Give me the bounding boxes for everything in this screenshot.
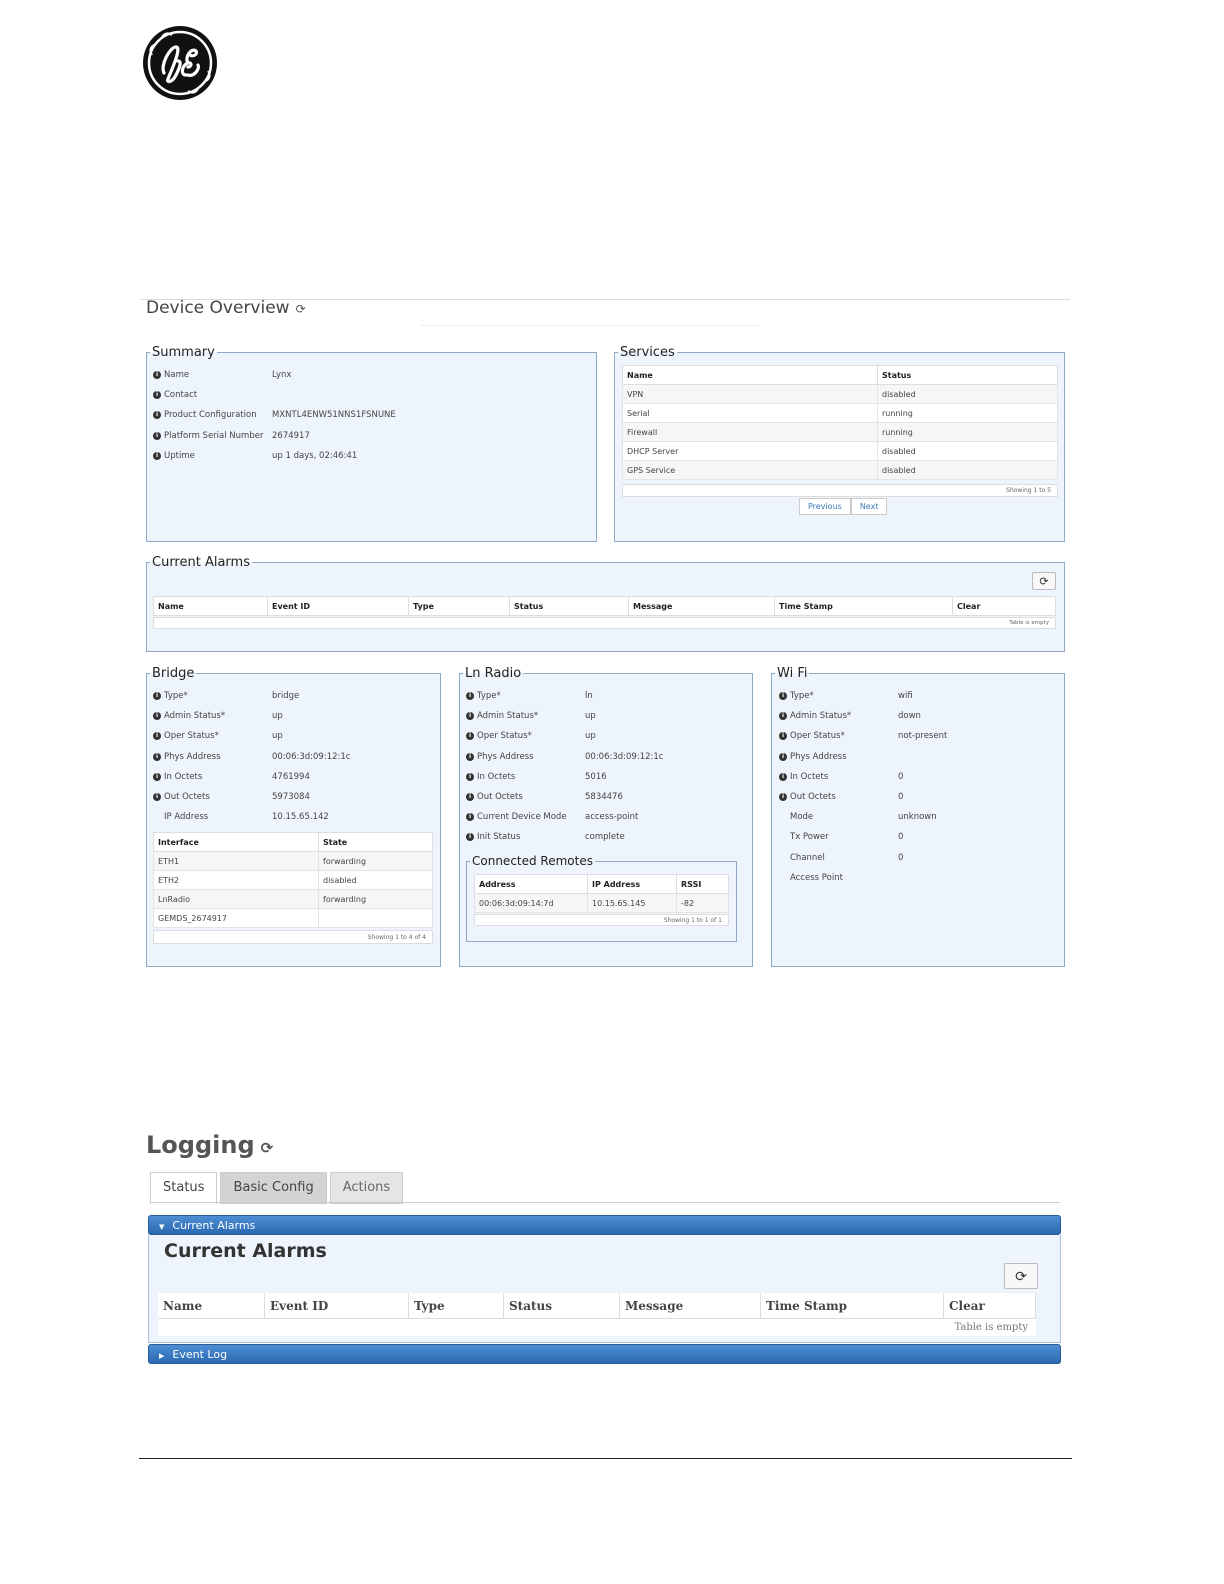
info-value: ln xyxy=(585,691,593,701)
info-row xyxy=(153,450,358,462)
info-label: Product Configuration xyxy=(164,410,257,421)
info-row xyxy=(153,691,300,702)
info-row xyxy=(466,731,596,742)
table-cell: running xyxy=(878,423,1058,442)
info-label: Name xyxy=(164,370,190,380)
column-header[interactable]: Status xyxy=(510,597,629,616)
tab-basic-config[interactable]: Basic Config xyxy=(220,1172,326,1204)
info-label: Init Status xyxy=(477,832,521,843)
overview-alarms-legend: Current Alarms xyxy=(152,555,250,570)
info-row xyxy=(779,873,843,884)
column-header[interactable]: Name xyxy=(154,597,268,616)
info-icon[interactable]: i xyxy=(153,793,161,801)
info-value: complete xyxy=(585,832,625,843)
logging-alarms-empty: Table is empty xyxy=(158,1318,1036,1336)
column-header[interactable]: Type xyxy=(409,1293,504,1319)
info-row xyxy=(466,832,625,843)
info-value: 0 xyxy=(898,771,904,782)
info-value: up xyxy=(585,731,596,742)
services-legend: Services xyxy=(620,345,675,360)
info-row xyxy=(153,812,329,823)
bridge-legend: Bridge xyxy=(152,666,195,681)
info-icon[interactable]: i xyxy=(466,833,474,841)
info-row xyxy=(779,771,904,783)
table-cell: GPS Service xyxy=(623,461,878,480)
info-label: Mode xyxy=(790,812,814,823)
info-label: Platform Serial Number xyxy=(164,430,264,441)
logging-tabs xyxy=(150,1172,406,1204)
info-icon[interactable]: i xyxy=(466,712,474,720)
tab-actions[interactable]: Actions xyxy=(330,1172,404,1204)
bridge-col-state[interactable]: State xyxy=(319,833,433,852)
column-header[interactable]: Message xyxy=(629,597,775,616)
info-label: In Octets xyxy=(790,771,829,782)
info-label: Phys Address xyxy=(477,751,534,762)
info-label: Oper Status* xyxy=(164,731,219,742)
info-icon[interactable]: i xyxy=(153,773,161,781)
info-value: 0 xyxy=(898,832,904,843)
logging-alarms-table xyxy=(158,1293,1036,1319)
caret-right-icon: ▶ xyxy=(159,1352,165,1360)
table-cell: disabled xyxy=(878,461,1058,480)
remotes-table-footer: Showing 1 to 1 of 1 xyxy=(474,914,729,926)
info-row xyxy=(153,731,283,742)
table-row[interactable] xyxy=(154,871,433,890)
caret-down-icon: ▼ xyxy=(159,1223,165,1231)
info-icon[interactable]: i xyxy=(153,452,161,460)
info-icon[interactable]: i xyxy=(466,773,474,781)
table-row[interactable] xyxy=(623,423,1058,442)
info-value: 0 xyxy=(898,792,904,802)
info-value: 00:06:3d:09:12:1c xyxy=(272,751,351,762)
info-icon[interactable]: i xyxy=(153,712,161,720)
table-cell: ETH2 xyxy=(154,871,319,890)
tabs-divider xyxy=(150,1202,1060,1203)
info-icon[interactable]: i xyxy=(153,692,161,700)
table-cell: running xyxy=(878,404,1058,423)
table-cell: Serial xyxy=(623,404,878,423)
column-header[interactable]: Event ID xyxy=(268,597,409,616)
info-value: up xyxy=(272,731,283,742)
info-row xyxy=(153,771,310,783)
column-header[interactable]: Status xyxy=(504,1293,620,1319)
alarms-refresh-button[interactable] xyxy=(1032,572,1056,590)
table-cell: 00:06:3d:09:14:7d xyxy=(475,894,588,913)
connected-remotes-table xyxy=(474,874,729,913)
info-row xyxy=(153,711,283,722)
info-icon[interactable]: i xyxy=(779,732,787,740)
info-label: In Octets xyxy=(477,771,516,782)
info-label: Type* xyxy=(790,691,814,701)
info-icon[interactable]: i xyxy=(153,432,161,440)
info-row xyxy=(779,691,913,702)
info-row xyxy=(779,852,904,864)
table-row[interactable] xyxy=(623,385,1058,404)
info-value: Lynx xyxy=(272,370,292,380)
table-cell: Firewall xyxy=(623,423,878,442)
logging-title-text: Logging xyxy=(146,1131,255,1159)
info-label: Channel xyxy=(790,852,825,863)
table-cell: disabled xyxy=(878,385,1058,404)
info-icon[interactable]: i xyxy=(466,813,474,821)
bridge-interface-table xyxy=(153,832,433,928)
table-cell: ETH1 xyxy=(154,852,319,871)
info-value: 5834476 xyxy=(585,792,623,802)
next-button[interactable]: Next xyxy=(851,498,888,515)
remotes-col-ip[interactable]: IP Address xyxy=(588,875,677,894)
services-col-status[interactable]: Status xyxy=(878,366,1058,385)
table-cell: disabled xyxy=(319,871,433,890)
table-cell: disabled xyxy=(878,442,1058,461)
info-icon[interactable]: i xyxy=(779,773,787,781)
info-label: Out Octets xyxy=(477,792,523,802)
info-label: Type* xyxy=(164,691,188,701)
info-value: 4761994 xyxy=(272,771,310,782)
info-row xyxy=(466,792,623,803)
column-header[interactable]: Clear xyxy=(953,597,1056,616)
info-label: Type* xyxy=(477,691,501,701)
accordion-event-log[interactable] xyxy=(148,1344,1061,1364)
current-alarms-heading: Current Alarms xyxy=(164,1240,327,1262)
info-row xyxy=(153,390,197,401)
bridge-col-interface[interactable]: Interface xyxy=(154,833,319,852)
services-pager xyxy=(799,498,887,515)
overview-alarms-empty: Table is empty xyxy=(153,617,1056,629)
previous-button[interactable]: Previous xyxy=(799,498,851,515)
table-cell: forwarding xyxy=(319,852,433,871)
info-label: Admin Status* xyxy=(477,711,539,722)
info-label: Out Octets xyxy=(790,792,836,802)
info-row xyxy=(153,430,310,442)
info-value: 2674917 xyxy=(272,430,310,441)
info-value: 10.15.65.142 xyxy=(272,812,329,823)
info-row xyxy=(466,691,593,702)
info-row xyxy=(153,410,396,421)
overview-title-text: Device Overview xyxy=(146,298,290,318)
info-label: Uptime xyxy=(164,450,195,461)
info-icon[interactable]: i xyxy=(153,391,161,399)
info-label: Out Octets xyxy=(164,792,210,802)
info-row xyxy=(466,751,664,763)
ge-logo xyxy=(142,25,218,101)
remotes-col-address[interactable]: Address xyxy=(475,875,588,894)
info-icon[interactable]: i xyxy=(153,732,161,740)
info-value: not-present xyxy=(898,731,948,742)
info-value: access-point xyxy=(585,812,639,823)
info-row xyxy=(779,812,937,823)
summary-legend: Summary xyxy=(152,345,215,360)
overview-title xyxy=(146,298,306,318)
column-header[interactable]: Clear xyxy=(944,1293,1036,1319)
info-label: Phys Address xyxy=(790,751,847,762)
column-header[interactable]: Time Stamp xyxy=(775,597,953,616)
info-value: wifi xyxy=(898,691,913,701)
info-row xyxy=(466,771,607,783)
info-label: Oper Status* xyxy=(790,731,845,742)
info-row xyxy=(153,751,351,763)
table-row[interactable] xyxy=(154,852,433,871)
table-row[interactable] xyxy=(154,909,433,928)
accordion-event-log-label: Event Log xyxy=(172,1348,228,1361)
refresh-icon[interactable]: ⟳ xyxy=(295,302,306,316)
info-icon[interactable]: i xyxy=(779,753,787,761)
info-row xyxy=(779,711,921,722)
info-icon[interactable]: i xyxy=(466,793,474,801)
info-row xyxy=(779,731,948,742)
table-cell: DHCP Server xyxy=(623,442,878,461)
table-row[interactable] xyxy=(475,894,729,913)
info-value: up 1 days, 02:46:41 xyxy=(272,450,358,461)
services-table-footer: Showing 1 to 5 xyxy=(622,484,1058,497)
info-row xyxy=(466,812,639,823)
info-value: 5016 xyxy=(585,771,607,782)
info-icon[interactable]: i xyxy=(153,753,161,761)
accordion-current-alarms-label: Current Alarms xyxy=(172,1219,256,1232)
info-icon[interactable]: i xyxy=(466,753,474,761)
info-icon[interactable]: i xyxy=(153,411,161,419)
info-value: up xyxy=(272,711,283,722)
info-label: In Octets xyxy=(164,771,203,782)
overview-sub-divider xyxy=(420,325,760,326)
info-icon[interactable]: i xyxy=(466,732,474,740)
info-row xyxy=(779,832,904,843)
table-row[interactable] xyxy=(623,404,1058,423)
connected-remotes-legend: Connected Remotes xyxy=(472,854,593,868)
accordion-current-alarms[interactable] xyxy=(148,1215,1061,1235)
info-row xyxy=(153,370,292,381)
info-row xyxy=(466,711,596,722)
column-header[interactable]: Time Stamp xyxy=(761,1293,944,1319)
logging-title xyxy=(146,1131,273,1159)
wifi-legend: Wi Fi xyxy=(777,666,808,681)
info-icon[interactable]: i xyxy=(466,692,474,700)
info-icon[interactable]: i xyxy=(779,712,787,720)
info-label: Phys Address xyxy=(164,751,221,762)
refresh-icon: ⟳ xyxy=(1039,575,1049,588)
page-bottom-divider xyxy=(139,1458,1072,1459)
table-cell: forwarding xyxy=(319,890,433,909)
info-icon[interactable]: i xyxy=(779,692,787,700)
logging-refresh-button[interactable] xyxy=(1004,1263,1038,1289)
info-label: Admin Status* xyxy=(164,711,226,722)
tab-status[interactable]: Status xyxy=(150,1172,217,1204)
table-cell: VPN xyxy=(623,385,878,404)
info-value: 5973084 xyxy=(272,792,310,802)
table-cell: LnRadio xyxy=(154,890,319,909)
table-cell: 10.15.65.145 xyxy=(588,894,677,913)
info-label: Contact xyxy=(164,390,198,401)
column-header[interactable]: Event ID xyxy=(265,1293,409,1319)
refresh-icon: ⟳ xyxy=(1015,1269,1027,1285)
info-label: IP Address xyxy=(164,812,209,823)
column-header[interactable]: Message xyxy=(620,1293,761,1319)
info-label: Oper Status* xyxy=(477,731,532,742)
summary-panel xyxy=(146,345,597,542)
lnradio-legend: Ln Radio xyxy=(465,666,522,681)
info-label: Admin Status* xyxy=(790,711,852,722)
table-cell: -82 xyxy=(677,894,729,913)
info-value: MXNTL4ENW51NNS1FSNUNE xyxy=(272,410,396,421)
overview-alarms-table xyxy=(153,596,1056,616)
info-row xyxy=(779,792,904,803)
bridge-table-footer: Showing 1 to 4 of 4 xyxy=(153,930,433,944)
info-row xyxy=(153,792,310,803)
services-table xyxy=(622,365,1058,480)
info-icon[interactable]: i xyxy=(779,793,787,801)
info-label: Current Device Mode xyxy=(477,812,567,823)
services-col-name[interactable]: Name xyxy=(623,366,878,385)
info-icon[interactable]: i xyxy=(153,371,161,379)
info-label: Access Point xyxy=(790,872,843,883)
table-row[interactable] xyxy=(623,442,1058,461)
table-row[interactable] xyxy=(623,461,1058,480)
info-value: up xyxy=(585,711,596,722)
table-cell xyxy=(319,909,433,928)
column-header[interactable]: Type xyxy=(409,597,510,616)
info-value: unknown xyxy=(898,812,937,823)
info-value: down xyxy=(898,711,921,722)
refresh-icon[interactable]: ⟳ xyxy=(260,1139,274,1157)
info-value: 00:06:3d:09:12:1c xyxy=(585,751,664,762)
column-header[interactable]: Name xyxy=(158,1293,265,1319)
info-row xyxy=(779,752,847,763)
remotes-col-rssi[interactable]: RSSI xyxy=(677,875,729,894)
table-cell: GEMDS_2674917 xyxy=(154,909,319,928)
info-value: bridge xyxy=(272,691,300,701)
info-label: Tx Power xyxy=(790,832,829,843)
table-row[interactable] xyxy=(154,890,433,909)
info-value: 0 xyxy=(898,852,904,863)
